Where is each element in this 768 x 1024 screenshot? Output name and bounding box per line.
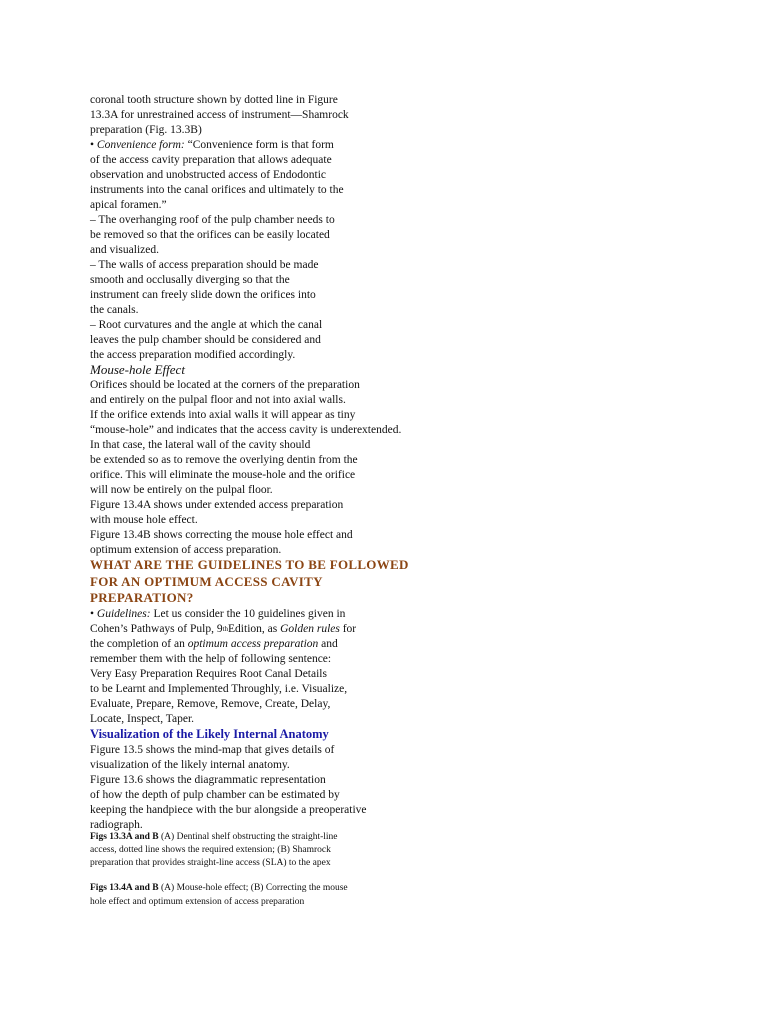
body-line: optimum extension of access preparation. bbox=[90, 544, 282, 556]
figure-caption-13-4: hole effect and optimum extension of access preparation bbox=[90, 897, 305, 907]
body-line: leaves the pulp chamber should be considered and bbox=[90, 334, 321, 346]
section-heading-guidelines: PREPARATION? bbox=[90, 590, 194, 605]
body-line: preparation (Fig. 13.3B) bbox=[90, 124, 202, 136]
body-text: “Convenience form is that form bbox=[187, 139, 334, 151]
body-text: Let us consider the 10 guidelines given in bbox=[150, 608, 346, 620]
caption-label: Figs 13.3A and B bbox=[90, 832, 159, 842]
convenience-form-line bbox=[90, 138, 334, 153]
body-line: Orifices should be located at the corners of the preparation bbox=[90, 379, 360, 391]
mnemonic-line: Evaluate, Prepare, Remove, Remove, Create, Delay, bbox=[90, 698, 331, 710]
body-line: keeping the handpiece with the bur alongside a preoperative bbox=[90, 804, 367, 816]
body-line: Figure 13.4A shows under extended access preparation bbox=[90, 499, 344, 511]
body-line: apical foramen.” bbox=[90, 199, 167, 211]
body-line: In that case, the lateral wall of the cavity should bbox=[90, 439, 311, 451]
bullet: • bbox=[90, 608, 97, 620]
body-line: be removed so that the orifices can be easily located bbox=[90, 229, 330, 241]
body-line: Figure 13.6 shows the diagrammatic representation bbox=[90, 774, 326, 786]
body-line: – The walls of access preparation should be made bbox=[90, 259, 319, 271]
body-line: radiograph. bbox=[90, 819, 143, 831]
body-line: – The overhanging roof of the pulp chamber needs to bbox=[90, 214, 335, 226]
bullet: • bbox=[90, 139, 97, 151]
body-line: remember them with the help of following sentence: bbox=[90, 653, 332, 665]
superscript: th bbox=[222, 625, 229, 633]
body-line: instrument can freely slide down the orifices into bbox=[90, 289, 316, 301]
body-line: and visualized. bbox=[90, 244, 159, 256]
caption-text: (A) Dentinal shelf obstructing the straight-line bbox=[158, 832, 338, 842]
body-line: of how the depth of pulp chamber can be estimated by bbox=[90, 789, 340, 801]
caption-text: (A) Mouse-hole effect; (B) Correcting the mouse bbox=[158, 883, 348, 893]
body-text: Edition, as bbox=[228, 623, 281, 635]
section-heading-guidelines: WHAT ARE THE GUIDELINES TO BE FOLLOWED bbox=[90, 557, 409, 572]
body-text: the completion of an bbox=[90, 638, 188, 650]
body-line: with mouse hole effect. bbox=[90, 514, 198, 526]
golden-rules-term: Golden rules bbox=[280, 623, 340, 635]
mnemonic-line: to be Learnt and Implemented Throughly, i.e. Visualize, bbox=[90, 683, 348, 695]
body-line bbox=[90, 637, 338, 652]
body-line: be extended so as to remove the overlying dentin from the bbox=[90, 454, 358, 466]
body-line: “mouse-hole” and indicates that the access cavity is underextended. bbox=[90, 424, 402, 436]
term-convenience-form: Convenience form: bbox=[96, 139, 188, 151]
guidelines-line bbox=[90, 607, 345, 622]
optimum-access-term: optimum access preparation bbox=[187, 638, 319, 650]
figure-caption-13-4 bbox=[90, 882, 348, 895]
body-line bbox=[90, 622, 356, 637]
body-line: observation and unobstructed access of Endodontic bbox=[90, 169, 327, 181]
body-line: the canals. bbox=[90, 304, 139, 316]
figure-caption-13-3 bbox=[90, 831, 338, 844]
body-line: and entirely on the pulpal floor and not into axial walls. bbox=[90, 394, 346, 406]
body-text: Cohen’s Pathways of Pulp, 9 bbox=[90, 623, 223, 635]
mnemonic-line: Locate, Inspect, Taper. bbox=[90, 713, 195, 725]
body-line: of the access cavity preparation that allows adequate bbox=[90, 154, 332, 166]
mnemonic-line: Very Easy Preparation Requires Root Canal Details bbox=[90, 668, 327, 680]
subheading-mouse-hole-effect: Mouse-hole Effect bbox=[90, 362, 185, 377]
caption-label: Figs 13.4A and B bbox=[90, 883, 159, 893]
body-line: the access preparation modified accordingly. bbox=[90, 349, 296, 361]
body-text: for bbox=[339, 623, 357, 635]
figure-caption-13-3: access, dotted line shows the required extension; (B) Shamrock bbox=[90, 845, 331, 855]
body-line: coronal tooth structure shown by dotted line in Figure bbox=[90, 94, 338, 106]
term-guidelines: Guidelines: bbox=[96, 608, 151, 620]
body-line: – Root curvatures and the angle at which the canal bbox=[90, 319, 323, 331]
body-line: If the orifice extends into axial walls it will appear as tiny bbox=[90, 409, 356, 421]
body-line: visualization of the likely internal anatomy. bbox=[90, 759, 290, 771]
body-line: Figure 13.5 shows the mind-map that gives details of bbox=[90, 744, 335, 756]
body-text: and bbox=[318, 638, 338, 650]
figure-caption-13-3: preparation that provides straight-line access (SLA) to the apex bbox=[90, 858, 331, 868]
body-line: 13.3A for unrestrained access of instrument—Shamrock bbox=[90, 109, 349, 121]
body-line: will now be entirely on the pulpal floor. bbox=[90, 484, 273, 496]
body-line: smooth and occlusally diverging so that the bbox=[90, 274, 290, 286]
section-heading-guidelines: FOR AN OPTIMUM ACCESS CAVITY bbox=[90, 574, 323, 589]
body-line: instruments into the canal orifices and ultimately to the bbox=[90, 184, 344, 196]
body-line: Figure 13.4B shows correcting the mouse hole effect and bbox=[90, 529, 353, 541]
section-heading-visualization: Visualization of the Likely Internal Anatomy bbox=[90, 727, 329, 741]
body-line: orifice. This will eliminate the mouse-hole and the orifice bbox=[90, 469, 356, 481]
